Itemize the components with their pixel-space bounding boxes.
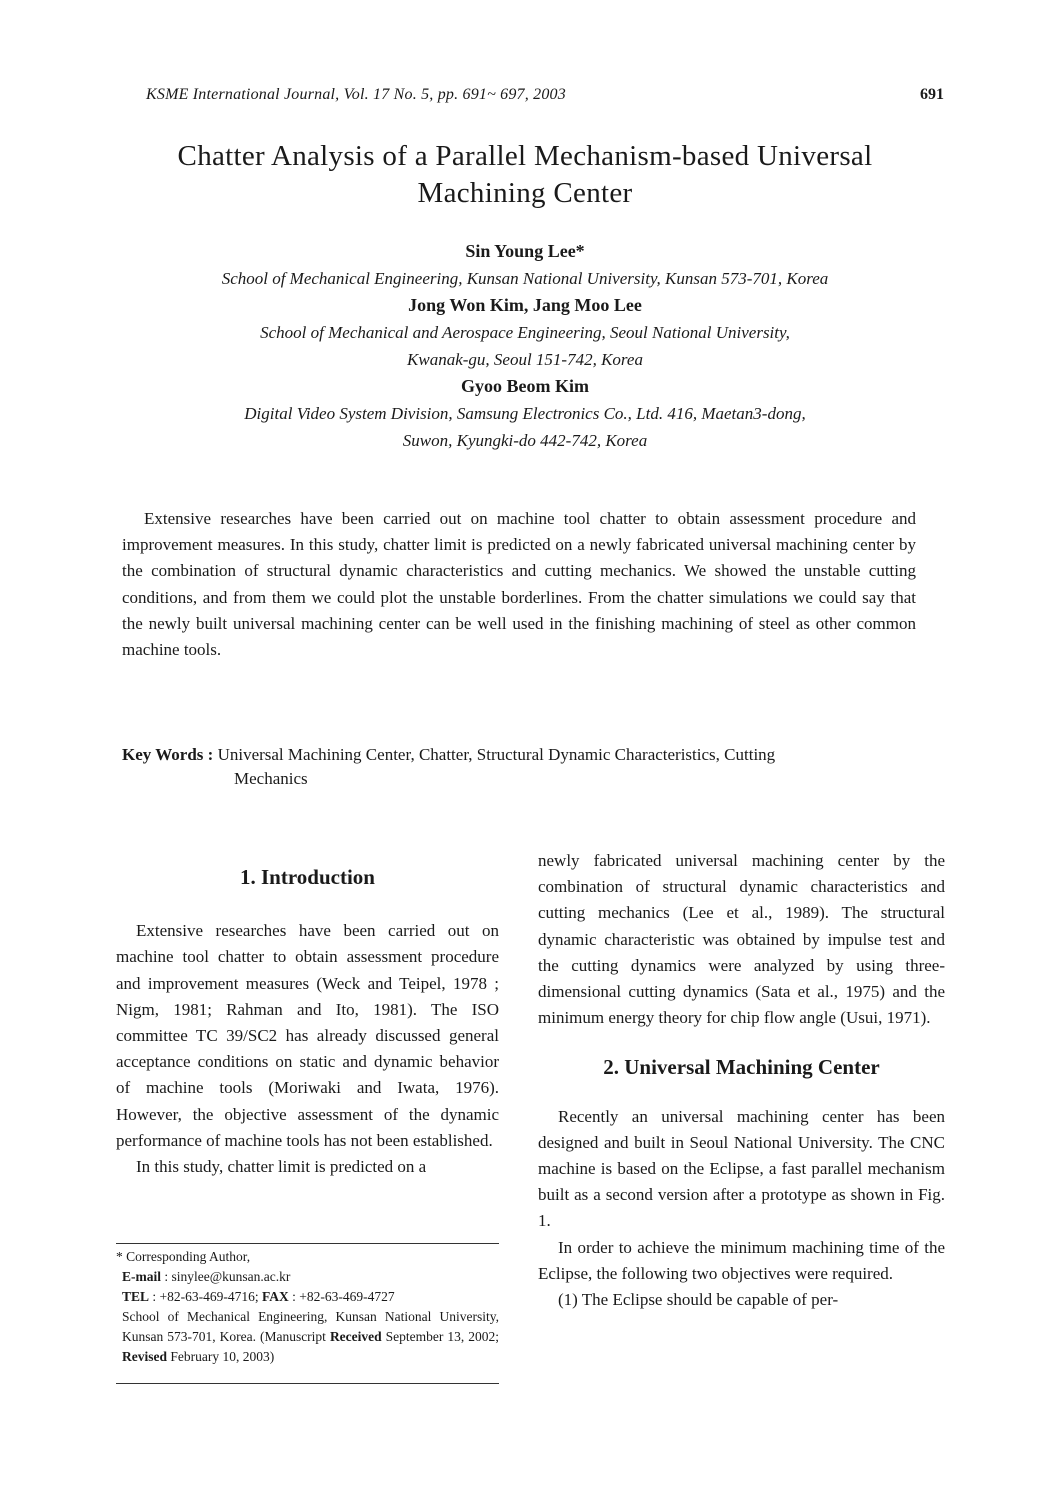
intro-paragraph-1: Extensive researches have been carried out on machine tool chatter to obtain assessment procedure and improvement measures (Weck and Teipel, 1978 ; Nigm, 1981; Rahman and Ito, 1981). The ISO committee TC 39/SC2 has already discussed general acceptance conditions on static and dynamic behavior of machine tools (Moriwaki and Iwata, 1976). However, the objective assessment of the dynamic performance of machine tools has not been established. [116,921,499,1150]
email-value: : sinylee@kunsan.ac.kr [161,1269,291,1284]
keywords [122,743,916,791]
right-column [538,848,945,1313]
title-line-2: Machining Center [417,177,633,209]
tel-label: TEL [122,1289,150,1304]
affiliation-1: School of Mechanical Engineering, Kunsan National University, Kunsan 573-701, Korea [221,269,829,288]
footnote-corresponding: * Corresponding Author, [116,1249,251,1264]
author-block [0,238,1050,454]
affiliation-2-line-2: Kwanak-gu, Seoul 151-742, Korea [407,350,643,369]
keywords-line-1: Universal Machining Center, Chatter, Structural Dynamic Characteristics, Cutting [213,745,776,764]
section-1-heading: 1. Introduction [240,865,375,889]
page-number: 691 [920,86,944,103]
paper-title [0,138,1050,212]
section-2-paragraph-2: In order to achieve the minimum machining time of the Eclipse, the following two objectives were required. [538,1237,945,1283]
intro-paragraph-continued: newly fabricated universal machining center by the combination of structural dynamic characteristics and cutting mechanics (Lee et al., 1989). The structural dynamic characteristic was obtained by impulse test and the cutting dynamics were analyzed by using three-dimensional cutting dynamics (Sata et al., 1975) and the minimum energy theory for chip flow angle (Usui, 1971). [538,851,945,1028]
author-2: Jong Won Kim, Jang Moo Lee [408,295,642,315]
fax-label: FAX [262,1289,289,1304]
section-2-heading: 2. Universal Machining Center [603,1055,880,1080]
author-3: Gyoo Beom Kim [461,376,589,396]
abstract: Extensive researches have been carried out on machine tool chatter to obtain assessment procedure and improvement measures. In this study, chatter limit is predicted on a newly fabricated universal machining center by the combination of structural dynamic characteristics and cutting mechanics. We showed the unstable cutting conditions, and from them we could plot the unstable borderlines. From the chatter simulations we could say that the newly built universal machining center can be well used in the finishing machining of steel as other common machine tools. [122,509,916,660]
footnote-email [116,1267,499,1287]
journal-header: KSME International Journal, Vol. 17 No. 5, pp. 691~ 697, 2003 [146,86,566,103]
affiliation-2-line-1: School of Mechanical and Aerospace Engineering, Seoul National University, [260,323,790,342]
intro-paragraph-2: In this study, chatter limit is predicted on a [136,1157,427,1177]
footnote-bottom-rule [116,1383,499,1384]
email-label: E-mail [122,1269,161,1284]
affiliation-3-line-2: Suwon, Kyungki-do 442-742, Korea [402,431,648,450]
footnote-address [116,1307,499,1367]
fax-value: : +82-63-469-4727 [288,1289,395,1304]
address-text: School of Mechanical Engineering, Kunsan National University, Kunsan 573-701, Korea. (Manuscript [122,1309,499,1344]
affiliation-3-line-1: Digital Video System Division, Samsung Electronics Co., Ltd. 416, Maetan3-dong, [244,404,806,423]
tel-value: : +82-63-469-4716; [149,1289,262,1304]
footnote-block [116,1247,499,1367]
received-value: September 13, 2002; [381,1329,500,1344]
keywords-label: Key Words : [122,745,214,764]
title-line-1: Chatter Analysis of a Parallel Mechanism-based Universal [177,140,873,172]
received-label: Received [329,1329,382,1344]
author-1: Sin Young Lee* [465,241,585,261]
section-2-paragraph-3: (1) The Eclipse should be capable of per- [558,1290,839,1310]
revised-value: February 10, 2003) [167,1349,275,1364]
keywords-line-2: Mechanics [234,769,308,788]
footnote-rule [116,1243,499,1244]
section-2-paragraph-1: Recently an universal machining center has been designed and built in Seoul National University. The CNC machine is based on the Eclipse, a fast parallel mechanism built as a second version after a prototype as shown in Fig. 1. [538,1106,945,1231]
footnote-contact [116,1287,499,1307]
left-column [116,864,499,1180]
revised-label: Revised [122,1349,167,1364]
